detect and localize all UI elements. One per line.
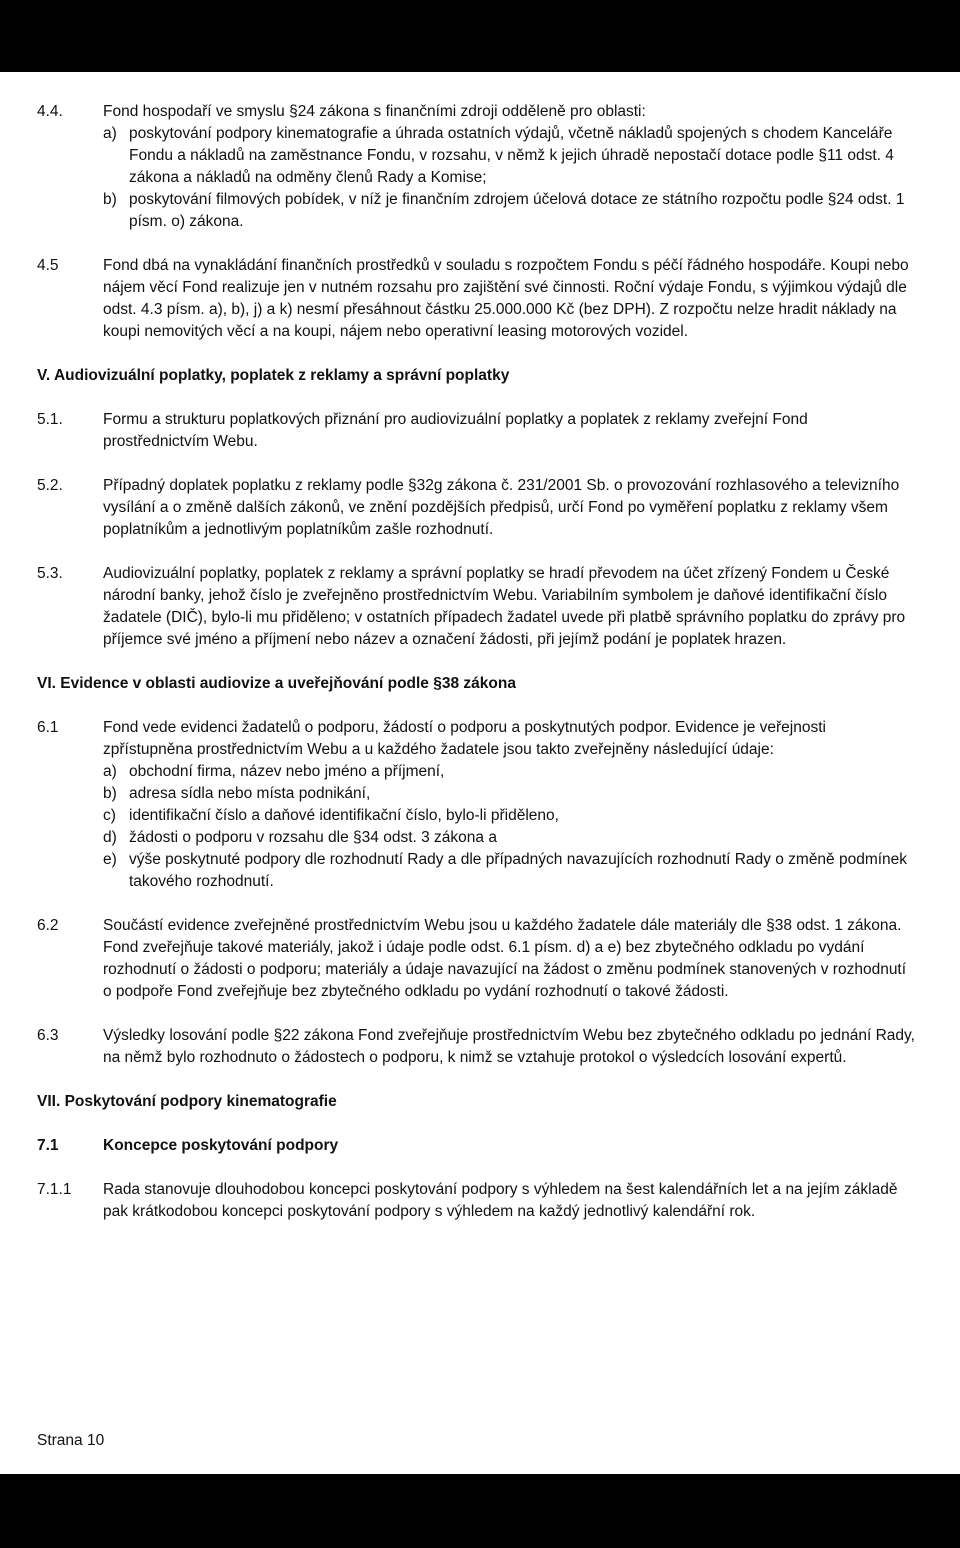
list-text: identifikační číslo a daňové identifikační číslo, bylo-li přiděleno, xyxy=(129,807,559,824)
section-6-1 xyxy=(37,717,917,893)
section-7-1-1 xyxy=(37,1179,917,1223)
section-number: 6.2 xyxy=(37,917,59,934)
list-letter: d) xyxy=(103,829,117,846)
document-body xyxy=(37,101,917,1223)
section-text: Fond hospodaří ve smyslu §24 zákona s finančními zdroji odděleně pro oblasti: xyxy=(103,103,646,120)
list-letter: b) xyxy=(103,191,117,208)
section-text: Audiovizuální poplatky, poplatek z reklamy a správní poplatky se hradí převodem na účet zřízený Fondem u České národní banky, jehož číslo je zveřejněno prostřednictvím Webu. Variabilním symbolem je daňové identifikační číslo žadatele (DIČ), bylo-li mu přiděleno; v ostatních případech žadatel uvede při platbě správního poplatku do zprávy pro příjemce své jméno a příjmení nebo název a označení žádosti, při jejímž podání je poplatek hrazen. xyxy=(103,565,906,648)
chapter-heading-vi: VI. Evidence v oblasti audiovize a uveřejňování podle §38 zákona xyxy=(37,675,516,692)
section-number: 5.2. xyxy=(37,477,63,494)
bottom-black-bar xyxy=(0,1474,960,1548)
list-text: žádosti o podporu v rozsahu dle §34 odst. 3 zákona a xyxy=(129,829,497,846)
section-number: 7.1 xyxy=(37,1137,59,1154)
list-letter: a) xyxy=(103,125,117,142)
list-item xyxy=(103,189,917,233)
section-text: Fond vede evidenci žadatelů o podporu, žádostí o podporu a poskytnutých podpor. Evidence je veřejnosti zpřístupněna prostřednictvím Webu a u každého žadatele jsou takto zveřejněny následující údaje: xyxy=(103,719,826,758)
list-letter: e) xyxy=(103,851,117,868)
section-number: 6.3 xyxy=(37,1027,59,1044)
section-number: 4.4. xyxy=(37,103,63,120)
section-text: Fond dbá na vynakládání finančních prostředků v souladu s rozpočtem Fondu s péčí řádného hospodáře. Koupi nebo nájem věcí Fond realizuje jen v nutném rozsahu pro zajištění své činnosti. Roční výdaje Fondu, s výjimkou výdajů dle odst. 4.3 písm. a), b), j) a k) nesmí přesáhnout částku 25.000.000 Kč (bez DPH). Z rozpočtu nelze hradit náklady na koupi nemovitých věcí a na koupi, nájem nebo operativní leasing motorových vozidel. xyxy=(103,257,909,340)
list-letter: c) xyxy=(103,807,116,824)
section-text: Součástí evidence zveřejněné prostřednictvím Webu jsou u každého žadatele dále materiály dle §38 odst. 1 zákona. Fond zveřejňuje takové materiály, jakož i údaje podle odst. 6.1 písm. d) a e) bez zbytečného odkladu po vydání rozhodnutí o žádosti o podporu; materiály a údaje navazující na žádost o změnu podmínek stanovených v rozhodnutí o podpoře Fond zveřejňuje bez zbytečného odkladu po vydání rozhodnutí o takové žádosti. xyxy=(103,917,907,1000)
section-number: 4.5 xyxy=(37,257,59,274)
section-6-2 xyxy=(37,915,917,1003)
chapter-heading-vii: VII. Poskytování podpory kinematografie xyxy=(37,1093,337,1110)
list-item xyxy=(103,783,917,805)
list-item xyxy=(103,123,917,189)
section-6-1-list xyxy=(103,761,917,893)
page-number: Strana 10 xyxy=(37,1432,105,1449)
section-4-4 xyxy=(37,101,917,233)
list-item xyxy=(103,849,917,893)
list-letter: a) xyxy=(103,763,117,780)
section-5-3 xyxy=(37,563,917,651)
list-text: adresa sídla nebo místa podnikání, xyxy=(129,785,371,802)
section-text: Výsledky losování podle §22 zákona Fond zveřejňuje prostřednictvím Webu bez zbytečného odkladu po jednání Rady, na němž bylo rozhodnuto o žádostech o podporu, k nimž se vztahuje protokol o výsledcích losování expertů. xyxy=(103,1027,915,1066)
list-text: poskytování filmových pobídek, v níž je finančním zdrojem účelová dotace ze státního rozpočtu podle §24 odst. 1 písm. o) zákona. xyxy=(129,191,905,230)
list-text: obchodní firma, název nebo jméno a příjmení, xyxy=(129,763,445,780)
section-text: Rada stanovuje dlouhodobou koncepci poskytování podpory s výhledem na šest kalendářních let a na jejím základě pak krátkodobou koncepci poskytování podpory s výhledem na každý jednotlivý kalendářní rok. xyxy=(103,1181,898,1220)
top-black-bar xyxy=(0,0,960,72)
section-6-3 xyxy=(37,1025,917,1069)
section-4-4-list xyxy=(103,123,917,233)
section-7-1 xyxy=(37,1135,917,1157)
section-number: 6.1 xyxy=(37,719,59,736)
chapter-heading-v: V. Audiovizuální poplatky, poplatek z reklamy a správní poplatky xyxy=(37,367,510,384)
section-number: 5.1. xyxy=(37,411,63,428)
list-item xyxy=(103,827,917,849)
list-text: poskytování podpory kinematografie a úhrada ostatních výdajů, včetně nákladů spojených s chodem Kanceláře Fondu a nákladů na zaměstnance Fondu, v rozsahu, v němž k jejich úhradě nepostačí dotace podle §11 odst. 4 zákona a nákladů na odměny členů Rady a Komise; xyxy=(129,125,894,186)
section-number: 5.3. xyxy=(37,565,63,582)
list-item xyxy=(103,805,917,827)
list-text: výše poskytnuté podpory dle rozhodnutí Rady a dle případných navazujících rozhodnutí Rady o změně podmínek takového rozhodnutí. xyxy=(129,851,908,890)
section-title: Koncepce poskytování podpory xyxy=(103,1137,339,1154)
section-5-2 xyxy=(37,475,917,541)
list-letter: b) xyxy=(103,785,117,802)
section-4-5 xyxy=(37,255,917,343)
list-item xyxy=(103,761,917,783)
section-5-1 xyxy=(37,409,917,453)
section-text: Formu a strukturu poplatkových přiznání pro audiovizuální poplatky a poplatek z reklamy zveřejní Fond prostřednictvím Webu. xyxy=(103,411,808,450)
section-number: 7.1.1 xyxy=(37,1181,72,1198)
section-text: Případný doplatek poplatku z reklamy podle §32g zákona č. 231/2001 Sb. o provozování rozhlasového a televizního vysílání a o změně dalších zákonů, ve znění pozdějších předpisů, určí Fond po vyměření poplatku z reklamy všem poplatníkům a jednotlivým poplatníkům zašle rozhodnutí. xyxy=(103,477,900,538)
